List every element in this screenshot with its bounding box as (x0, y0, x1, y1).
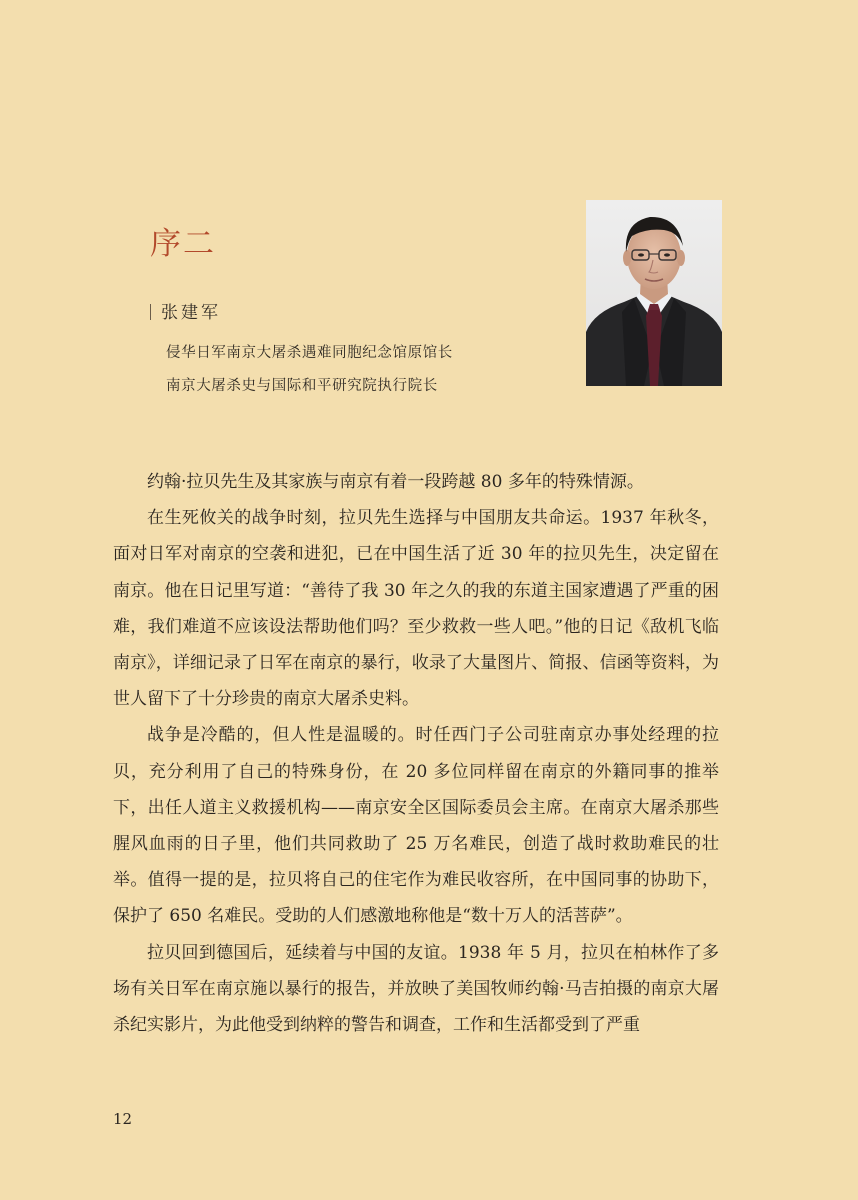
author-title-1: 侵华日军南京大屠杀遇难同胞纪念馆原馆长 (166, 345, 453, 361)
author-portrait-photo (586, 200, 722, 386)
paragraph-4: 拉贝回到德国后，延续着与中国的友谊。1938 年 5 月，拉贝在柏林作了多场有关日军在南京施以暴行的报告，并放映了美国牧师约翰·马吉拍摄的南京大屠杀纪实影片，为此他受到纳粹的警告和调查，工作和生活都受到了严重 (113, 942, 719, 1036)
author-name-line (150, 298, 453, 323)
author-block (150, 298, 453, 395)
author-divider-bar (150, 304, 151, 320)
page-number: 12 (113, 1110, 133, 1128)
author-name: 张建军 (161, 303, 221, 323)
author-title-2: 南京大屠杀史与国际和平研究院执行院长 (166, 378, 438, 394)
body-text (113, 464, 719, 1043)
paragraph-2: 在生死攸关的战争时刻，拉贝先生选择与中国朋友共命运。1937 年秋冬，面对日军对南京的空袭和进犯，已在中国生活了近 30 年的拉贝先生，决定留在南京。他在日记里写道：“善待了我 30 年之久的我的东道主国家遭遇了严重的困难，我们难道不应该设法帮助他们吗？至少救救一些人吧。”他的日记《敌机飞临南京》，详细记录了日军在南京的暴行，收录了大量图片、简报、信函等资料，为世人留下了十分珍贵的南京大屠杀史料。 (113, 508, 719, 710)
section-title: 序二 (150, 226, 216, 262)
paragraph-3: 战争是冷酷的，但人性是温暖的。时任西门子公司驻南京办事处经理的拉贝，充分利用了自己的特殊身份，在 20 多位同样留在南京的外籍同事的推举下，出任人道主义救援机构——南京安全区国际委员会主席。在南京大屠杀那些腥风血雨的日子里，他们共同救助了 25 万名难民，创造了战时救助难民的壮举。值得一提的是，拉贝将自己的住宅作为难民收容所，在中国同事的协助下，保护了 650 名难民。受助的人们感激地称他是“数十万人的活菩萨”。 (113, 725, 719, 927)
paragraph-1: 约翰·拉贝先生及其家族与南京有着一段跨越 80 多年的特殊情源。 (147, 472, 644, 492)
